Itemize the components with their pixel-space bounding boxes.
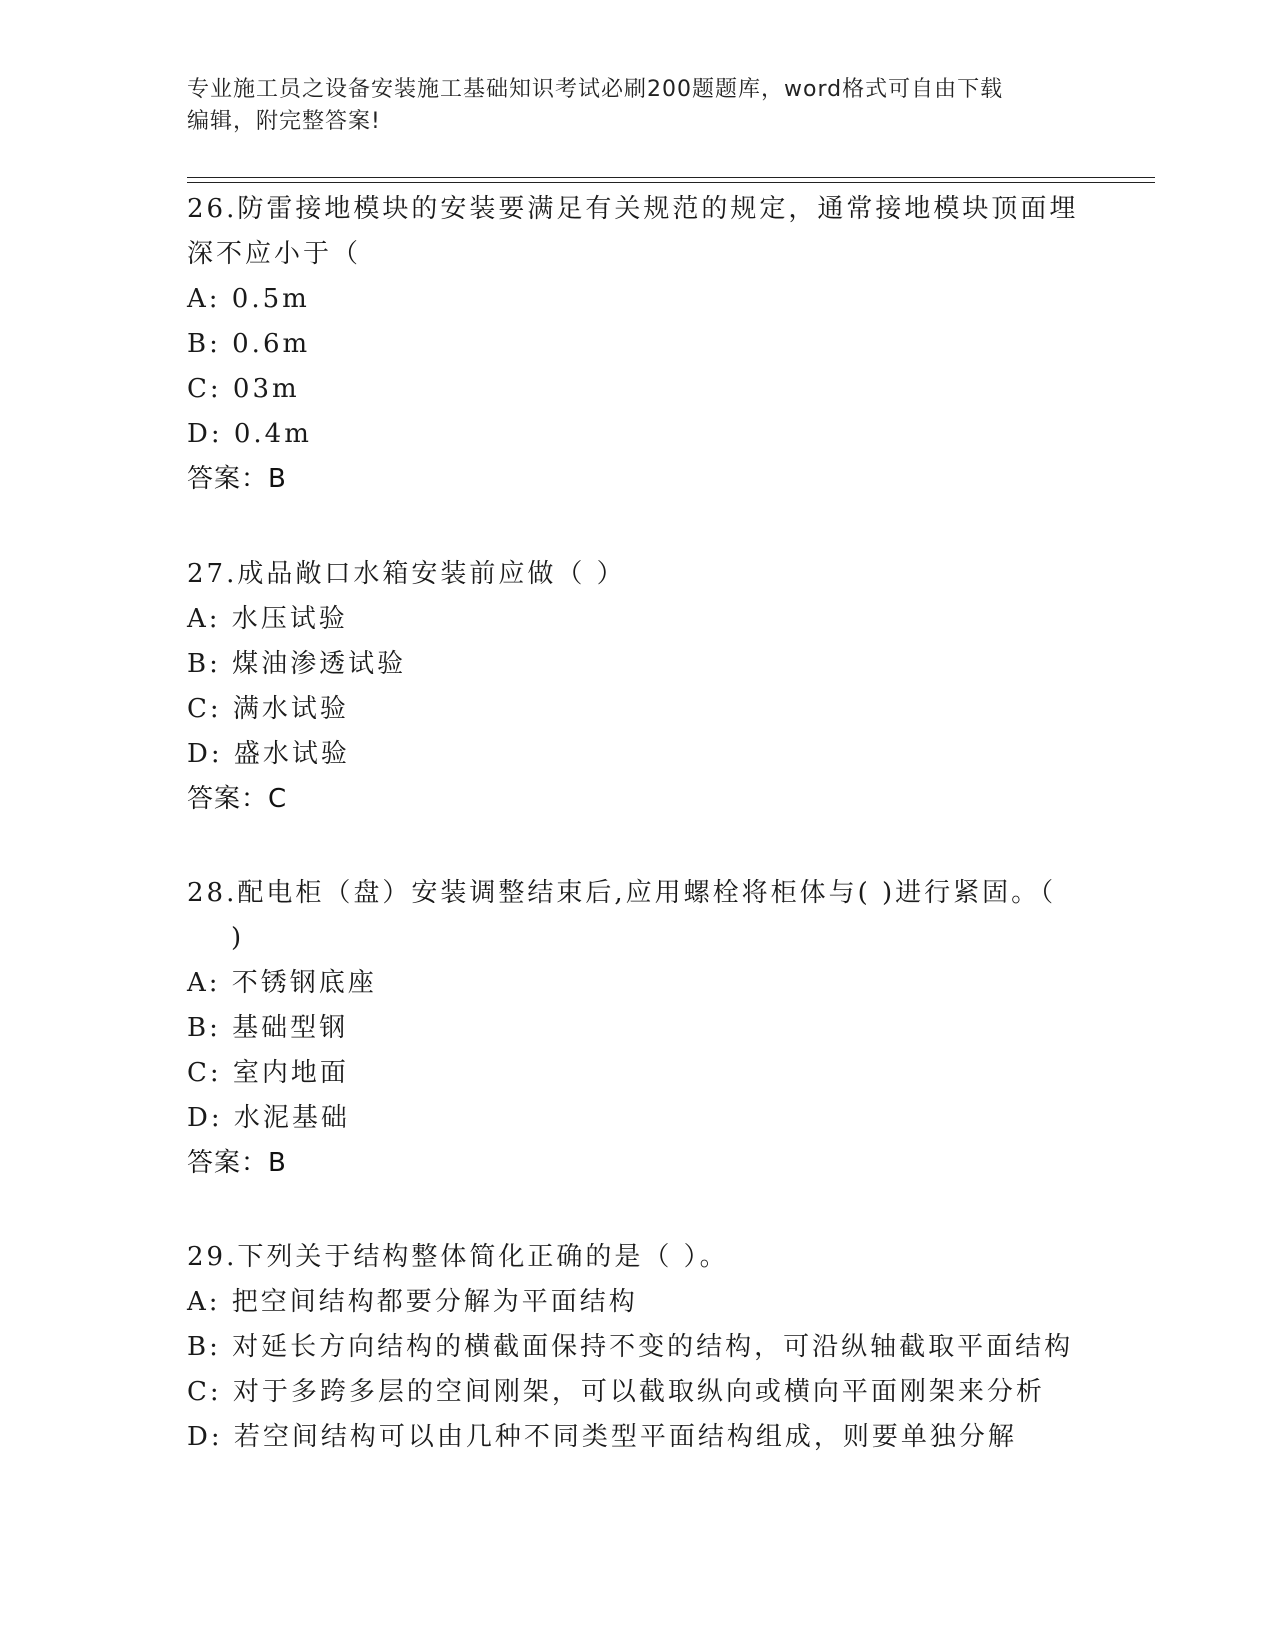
option-d: D: 水泥基础 xyxy=(187,1103,350,1133)
option-d: D: 0.4m xyxy=(187,419,312,449)
option-c: C: 03m xyxy=(187,374,300,404)
option-d: D: 若空间结构可以由几种不同类型平面结构组成，则要单独分解 xyxy=(187,1422,1017,1452)
header-divider-bottom xyxy=(187,182,1155,183)
answer: 答案：C xyxy=(187,784,288,814)
question-stem-continued: 深不应小于（ xyxy=(187,239,362,269)
question-stem: 28.配电柜（盘）安装调整结束后,应用螺栓将柜体与( )进行紧固。（ xyxy=(187,878,1057,908)
header-line-1: 专业施工员之设备安装施工基础知识考试必刷200题题库，word格式可自由下载 xyxy=(187,77,1004,102)
option-b: B: 对延长方向结构的横截面保持不变的结构，可沿纵轴截取平面结构 xyxy=(187,1332,1074,1362)
option-c: C: 对于多跨多层的空间刚架，可以截取纵向或横向平面刚架来分析 xyxy=(187,1377,1045,1407)
header-divider-top xyxy=(187,177,1155,178)
option-d: D: 盛水试验 xyxy=(187,739,350,769)
option-a: A: 不锈钢底座 xyxy=(187,968,377,998)
question-27 xyxy=(187,552,1087,821)
document-header xyxy=(187,74,1067,138)
option-c: C: 满水试验 xyxy=(187,694,349,724)
answer: 答案：B xyxy=(187,1148,287,1178)
question-stem-continued: ) xyxy=(231,923,245,953)
option-b: B: 煤油渗透试验 xyxy=(187,649,407,679)
option-b: B: 基础型钢 xyxy=(187,1013,349,1043)
option-c: C: 室内地面 xyxy=(187,1058,349,1088)
option-a: A: 水压试验 xyxy=(187,604,348,634)
answer: 答案：B xyxy=(187,464,287,494)
question-26 xyxy=(187,187,1087,501)
header-line-2: 编辑，附完整答案! xyxy=(187,109,381,134)
option-b: B: 0.6m xyxy=(187,329,311,359)
question-28 xyxy=(187,871,1087,1185)
question-stem: 27.成品敞口水箱安装前应做（ ） xyxy=(187,559,626,589)
option-a: A: 0.5m xyxy=(187,284,310,314)
option-a: A: 把空间结构都要分解为平面结构 xyxy=(187,1287,638,1317)
question-stem: 26.防雷接地模块的安装要满足有关规范的规定，通常接地模块顶面埋 xyxy=(187,194,1079,224)
question-29 xyxy=(187,1235,1087,1460)
question-stem: 29.下列关于结构整体简化正确的是（ ）。 xyxy=(187,1242,729,1272)
